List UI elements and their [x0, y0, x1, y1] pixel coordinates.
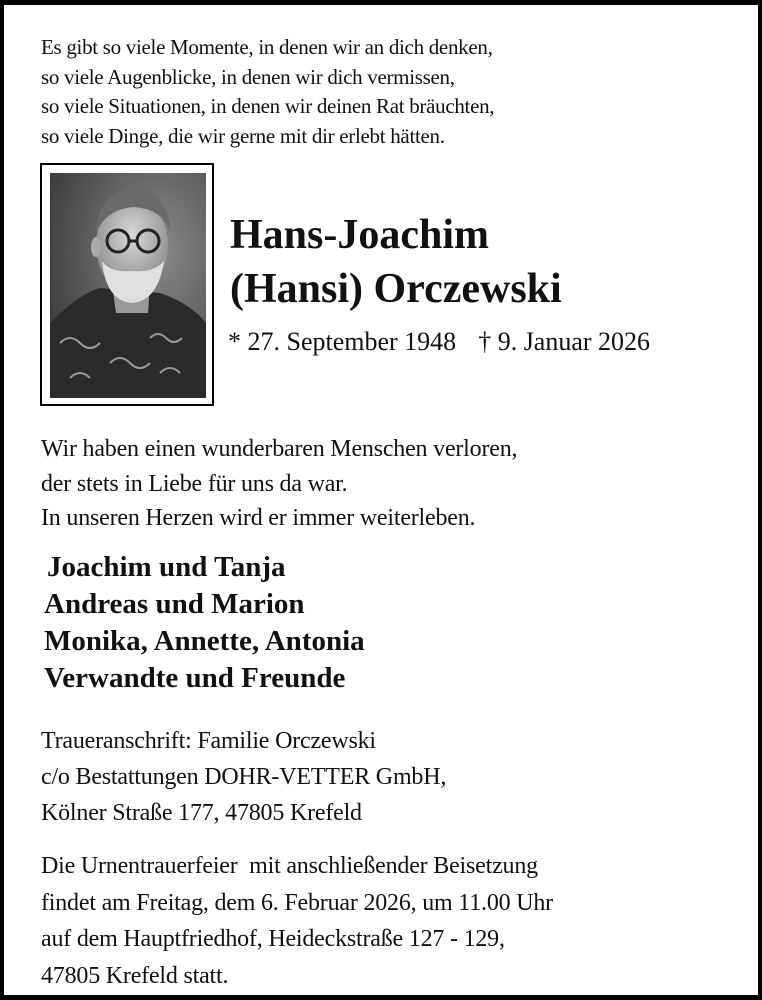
poem-line: so viele Situationen, in denen wir deinen Rat bräuchten, [41, 94, 495, 118]
mourner-line: Joachim und Tanja [47, 551, 286, 583]
poem-line: so viele Dinge, die wir gerne mit dir erlebt hätten. [41, 123, 445, 148]
poem-line: so viele Augenblicke, in denen wir dich vermissen, [41, 64, 455, 89]
name-line-2: (Hansi) Orczewski [230, 266, 562, 312]
address-line: c/o Bestattungen DOHR-VETTER GmbH, [41, 764, 447, 790]
ceremony-line: auf dem Hauptfriedhof, Heideckstraße 127 - 129, [41, 926, 505, 952]
ceremony-line: 47805 Krefeld statt. [41, 962, 229, 989]
farewell-text [41, 432, 517, 536]
address-line: Traueranschrift: Familie Orczewski [41, 728, 376, 754]
deceased-name [230, 208, 562, 316]
mourner-line: Monika, Annette, Antonia [44, 625, 365, 657]
farewell-line: In unseren Herzen wird er immer weiterleben. [41, 505, 476, 531]
farewell-line: Wir haben einen wunderbaren Menschen verloren, [41, 436, 518, 462]
mourner-line: Andreas und Marion [44, 588, 305, 620]
death-date: † 9. Januar 2026 [478, 327, 651, 356]
farewell-line: der stets in Liebe für uns da war. [41, 470, 348, 497]
ceremony-line: Die Urnentrauerfeier mit anschließender Beisetzung [41, 853, 538, 879]
mourner-line: Verwandte und Freunde [44, 662, 346, 694]
ceremony-line: findet am Freitag, dem 6. Februar 2026, um 11.00 Uhr [41, 889, 553, 916]
poem [41, 33, 494, 151]
poem-line: Es gibt so viele Momente, in denen wir an dich denken, [41, 35, 493, 59]
ceremony-info [41, 848, 553, 994]
address-line: Kölner Straße 177, 47805 Krefeld [41, 800, 362, 826]
portrait-frame [40, 163, 214, 406]
mourners-list [44, 549, 365, 697]
life-dates [228, 325, 650, 359]
name-line-1: Hans-Joachim [230, 212, 490, 258]
birth-date: * 27. September 1948 [228, 327, 457, 356]
portrait-photo [50, 173, 206, 398]
mourning-address [41, 723, 446, 831]
